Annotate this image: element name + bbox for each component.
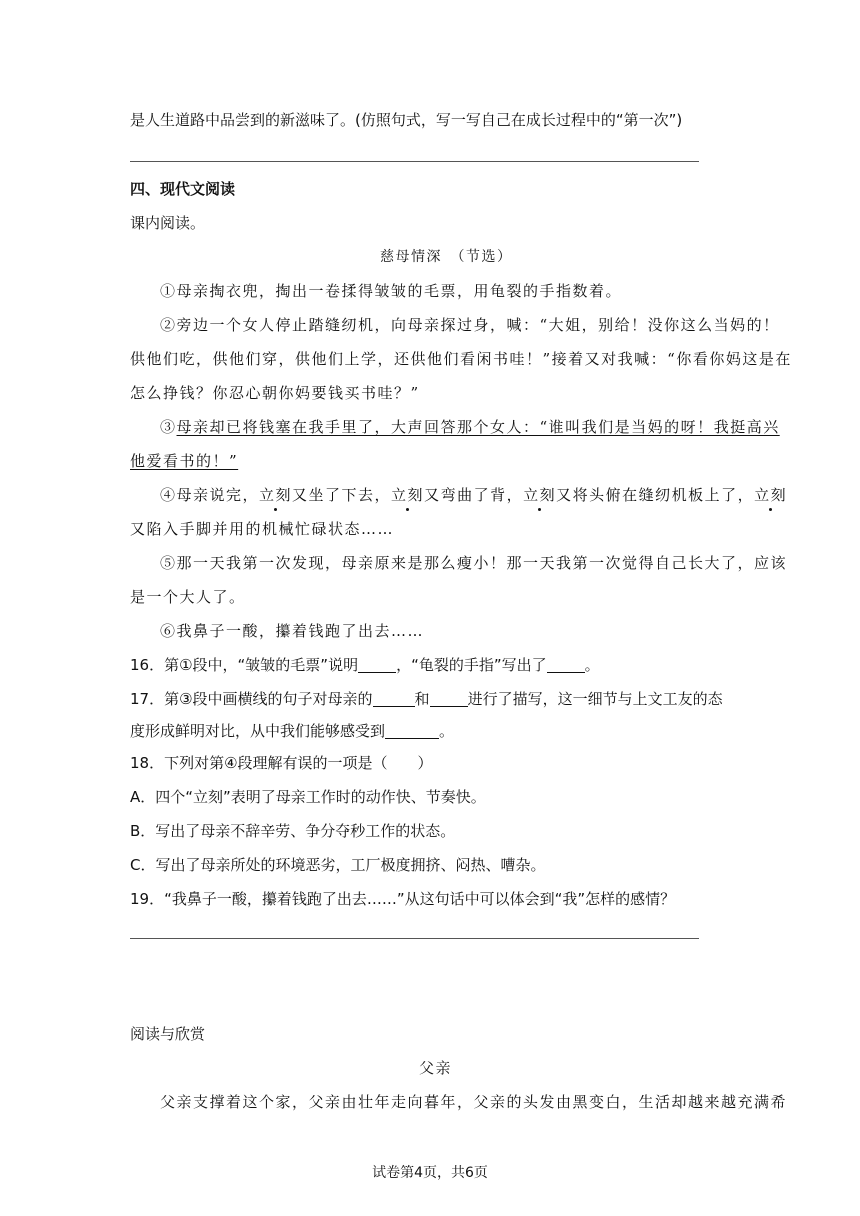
section-heading: 四、现代文阅读 [130,180,236,198]
page-footer: 试卷第4页，共6页 [372,1165,488,1181]
p4-text-c: 又弯曲了背， [424,486,524,504]
passage-paragraph-3-line-2: 他爱看书的！” [130,452,239,470]
passage-paragraph-5-line-2: 是一个大人了。 [130,588,246,606]
q17-blank-3[interactable] [385,722,439,739]
q16-blank-1[interactable] [358,656,396,673]
passage-2-paragraph-1: 父亲支撑着这个家，父亲由壮年走向暮年，父亲的头发由黑变白，生活却越来越充满希 [160,1093,788,1111]
q17-text-c: 进行了描写，这一细节与上文工友的态 [467,690,723,708]
q17-blank-2[interactable] [430,690,468,707]
passage-title: 慈母情深 （节选） [380,249,513,265]
emphasis-word: 立刻 [259,486,293,504]
passage-paragraph-3-line-1 [160,417,780,437]
underlined-sentence: 母亲却已将钱塞在我手里了，大声回答那个女人：“谁叫我们是当妈的呀！我挺高兴 [176,418,780,436]
q17-text-l2b: 。 [439,722,455,740]
answer-line [130,161,699,162]
question-19: 19．“我鼻子一酸，攥着钱跑了出去……”从这句话中可以体会到“我”怎样的感情？ [130,890,676,908]
answer-line [130,938,699,939]
passage-paragraph-2-line-2: 供他们吃，供他们穿，供他们上学，还供他们看闲书哇！”接着又对我喊：“你看你妈这是在 [130,350,792,368]
q16-text-a: 16．第①段中，“皱皱的毛票”说明 [130,656,359,674]
emphasis-word: 立刻 [523,486,557,504]
section-heading-2: 阅读与欣赏 [130,1025,206,1043]
option-c[interactable]: C．写出了母亲所处的环境恶劣，工厂极度拥挤、闷热、嘈杂。 [130,856,546,874]
p4-text-d: 又将头俯在缝纫机板上了， [556,486,755,504]
p4-text-a: ④母亲说完， [160,486,260,504]
q16-blank-2[interactable] [547,656,585,673]
q17-blank-1[interactable] [373,690,415,707]
passage-paragraph-2-line-1: ②旁边一个女人停止踏缝纫机，向母亲探过身，喊：“大姐，别给！没你这么当妈的！ [160,316,780,334]
q17-text-b: 和 [414,690,430,708]
passage-paragraph-5-line-1: ⑤那一天我第一次发现，母亲原来是那么瘦小！那一天我第一次觉得自己长大了，应该 [160,554,788,572]
question-17-line-2 [130,721,454,741]
paragraph-number: ③ [160,418,177,436]
question-16 [130,655,600,675]
section-intro: 课内阅读。 [130,214,206,232]
emphasis-word: 立刻 [754,486,788,504]
q16-text-b: ，“龟裂的手指”写出了 [396,656,547,674]
q17-text-a: 17．第③段中画横线的句子对母亲的 [130,690,373,708]
prev-question-tail: 是人生道路中品尝到的新滋味了。(仿照句式，写一写自己在成长过程中的“第一次”) [130,111,683,129]
question-17-line-1 [130,689,723,709]
passage-title-2: 父亲 [419,1059,453,1077]
passage-paragraph-6: ⑥我鼻子一酸，攥着钱跑了出去…… [160,622,425,640]
q17-text-l2a: 度形成鲜明对比，从中我们能够感受到 [130,722,386,740]
q16-text-c: 。 [584,656,600,674]
option-b[interactable]: B．写出了母亲不辞辛劳、争分夺秒工作的状态。 [130,822,456,840]
emphasis-word: 立刻 [391,486,425,504]
passage-paragraph-2-line-3: 怎么挣钱？你忍心朝你妈要钱买书哇？” [130,384,420,402]
passage-paragraph-1: ①母亲掏衣兜，掏出一卷揉得皱皱的毛票，用龟裂的手指数着。 [160,282,623,300]
passage-paragraph-4-line-2: 又陷入手脚并用的机械忙碌状态…… [130,520,395,538]
question-18: 18．下列对第④段理解有误的一项是（ ） [130,754,433,772]
option-a[interactable]: A．四个“立刻”表明了母亲工作时的动作快、节奏快。 [130,788,486,806]
passage-paragraph-4-line-1 [160,485,787,505]
p4-text-b: 又坐了下去， [292,486,392,504]
